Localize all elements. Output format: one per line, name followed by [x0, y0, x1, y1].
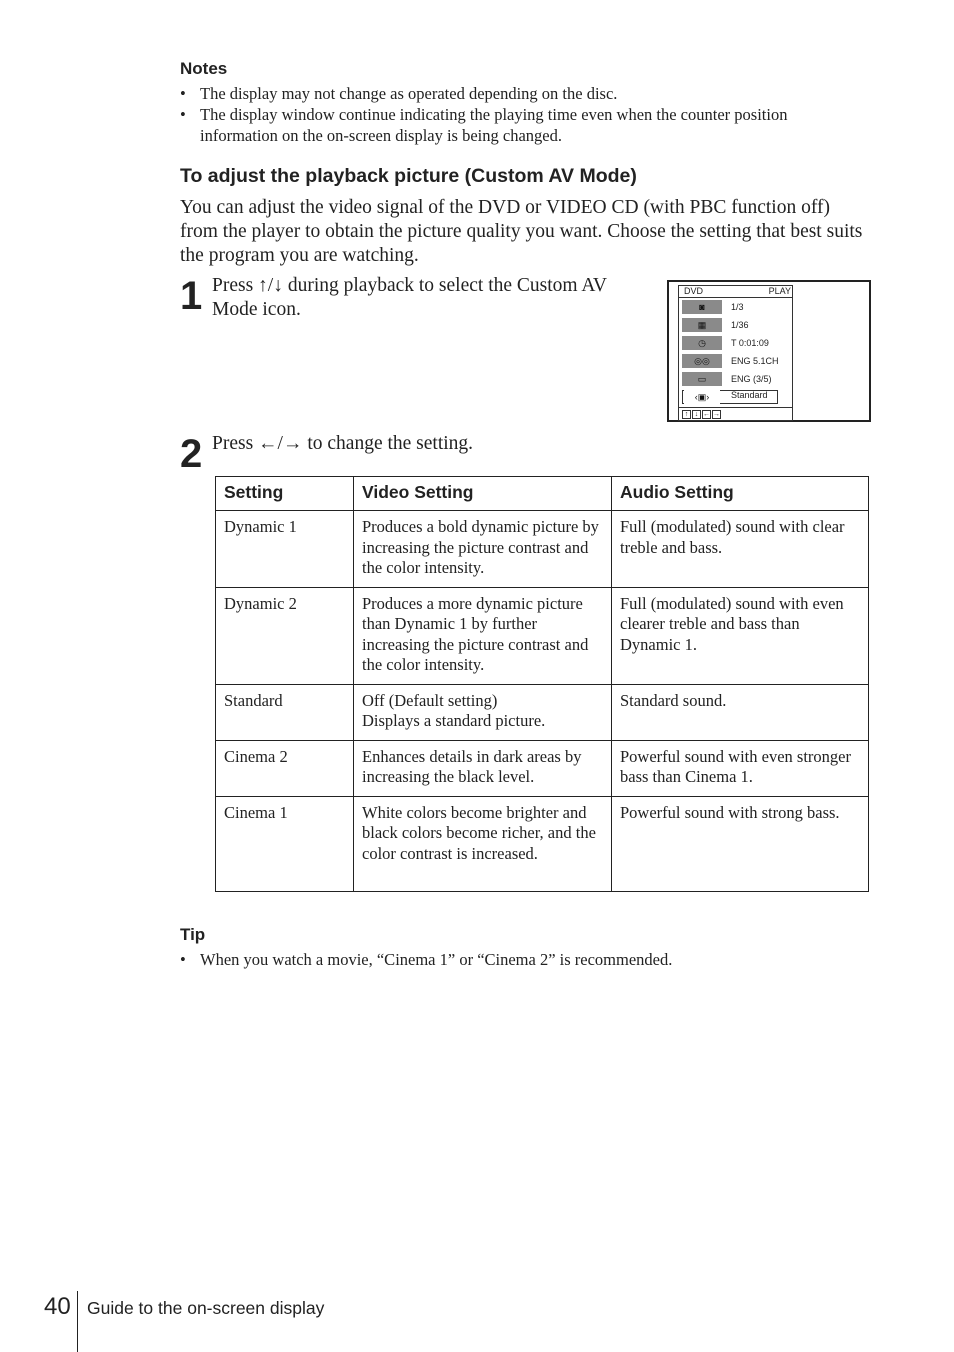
column-header: Video Setting	[354, 477, 612, 511]
table-cell: Cinema 2	[216, 740, 354, 796]
notes-item-text: The display may not change as operated depending on the disc.	[200, 84, 618, 103]
footer-section-title: Guide to the on-screen display	[87, 1298, 325, 1318]
osd-value: ENG (3/5)	[731, 374, 772, 384]
osd-value: Standard	[731, 390, 768, 400]
table-cell: White colors become brighter and black colors become richer, and the color contrast is increased.	[354, 796, 612, 891]
table-header-row	[216, 477, 869, 511]
table-cell: Off (Default setting) Displays a standard picture.	[354, 684, 612, 740]
audio-icon: ◎◎	[682, 354, 722, 368]
tip-item-text: When you watch a movie, “Cinema 1” or “Cinema 2” is recommended.	[200, 950, 673, 969]
column-header: Setting	[216, 477, 354, 511]
table-cell: Standard sound.	[612, 684, 869, 740]
table-cell: Full (modulated) sound with even clearer treble and bass than Dynamic 1.	[612, 587, 869, 684]
table-cell: Produces a more dynamic picture than Dynamic 1 by further increasing the picture contrast and the color intensity.	[354, 587, 612, 684]
table-cell: Dynamic 1	[216, 511, 354, 588]
bullet: •	[180, 950, 186, 969]
footer-divider	[77, 1291, 78, 1352]
table-row	[216, 796, 869, 891]
step-number: 1	[180, 274, 203, 318]
osd-value: T 0:01:09	[731, 338, 769, 348]
table-row	[216, 684, 869, 740]
right-arrow-icon: →	[713, 411, 720, 418]
disc-title-icon: ◙	[682, 300, 722, 314]
table-row	[216, 587, 869, 684]
section-heading: To adjust the playback picture (Custom AV Mode)	[180, 165, 637, 187]
clapper-icon: ▦	[682, 318, 722, 332]
clock-icon: ◷	[682, 336, 722, 350]
osd-footer	[679, 407, 792, 421]
bullet: •	[180, 84, 186, 103]
column-header: Audio Setting	[612, 477, 869, 511]
table-cell: Full (modulated) sound with clear treble and bass.	[612, 511, 869, 588]
table-cell: Enhances details in dark areas by increasing the black level.	[354, 740, 612, 796]
subtitle-icon: ▭	[682, 372, 722, 386]
left-arrow-icon: ←	[703, 411, 710, 418]
up-arrow-icon: ↑	[682, 410, 691, 419]
osd-control-bar	[678, 285, 793, 421]
tip-heading: Tip	[180, 925, 206, 944]
table-cell: Cinema 1	[216, 796, 354, 891]
notes-heading: Notes	[180, 59, 228, 78]
step-text: Press ←/→ to change the setting.	[212, 433, 474, 454]
osd-value: 1/3	[731, 302, 744, 312]
osd-value: ENG 5.1CH	[731, 356, 779, 366]
page-number: 40	[44, 1293, 71, 1320]
osd-status: PLAY	[768, 286, 791, 296]
osd-screen	[667, 280, 871, 422]
custom-av-icon: ‹▣›	[684, 390, 720, 404]
osd-source: DVD	[684, 286, 704, 296]
notes-item-text: The display window continue indicating the playing time even when the counter position information on the on-screen display is being changed.	[200, 105, 788, 145]
step-number: 2	[180, 432, 203, 476]
table-cell: Produces a bold dynamic picture by increasing the picture contrast and the color intensity.	[354, 511, 612, 588]
table-cell: Powerful sound with strong bass.	[612, 796, 869, 891]
section-intro: You can adjust the video signal of the DVD or VIDEO CD (with PBC function off) from the player to obtain the picture quality you want. Choose the setting that best suits the program you are watching.	[180, 197, 863, 266]
table-cell: Dynamic 2	[216, 587, 354, 684]
down-arrow-icon: ↓	[692, 410, 701, 419]
table-row	[216, 511, 869, 588]
osd-header	[679, 286, 792, 298]
table-cell: Powerful sound with even stronger bass than Cinema 1.	[612, 740, 869, 796]
table-cell: Standard	[216, 684, 354, 740]
bullet: •	[180, 105, 186, 124]
table-row	[216, 740, 869, 796]
step-text: Press ↑/↓ during playback to select the Custom AV Mode icon.	[212, 275, 607, 320]
settings-table	[215, 476, 869, 892]
osd-value: 1/36	[731, 320, 749, 330]
